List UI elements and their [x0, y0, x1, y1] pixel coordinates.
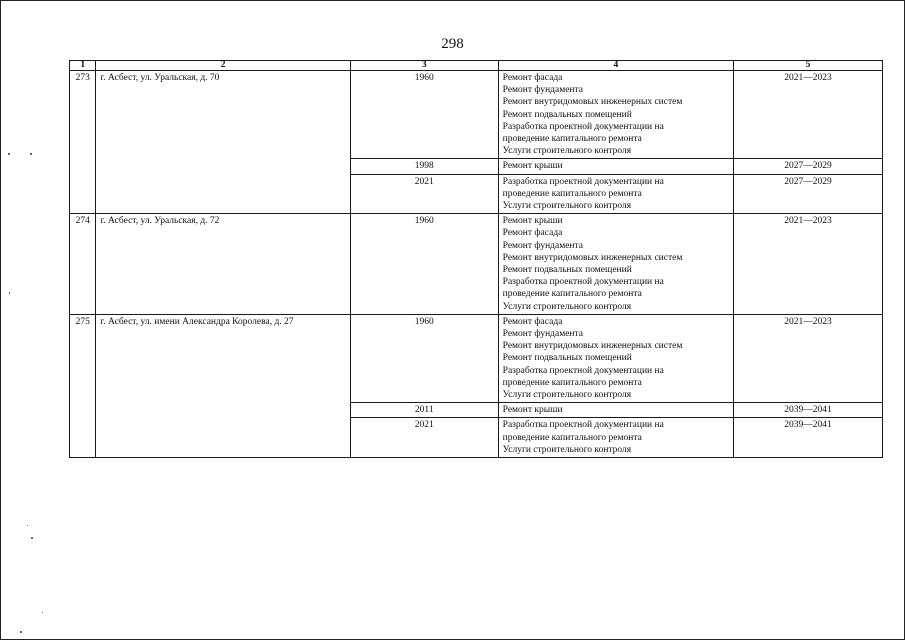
year-cell: 1998 [350, 159, 498, 174]
period-cell: 2021—2023 [734, 71, 883, 159]
work-item: Разработка проектной документации на [502, 420, 664, 431]
page-number: 298 [441, 36, 464, 52]
work-item: проведение капитального ремонта [502, 377, 642, 388]
entry-address: г. Асбест, ул. Уральская, д. 70 [96, 71, 350, 214]
year-cell: 2021 [350, 174, 498, 214]
entry-number: 275 [70, 314, 96, 457]
work-item: Ремонт крыши [502, 161, 563, 172]
work-item: Ремонт крыши [502, 216, 563, 227]
work-item: Ремонт фасада [502, 316, 563, 327]
year-cell: 1960 [350, 71, 498, 159]
work-item: Ремонт подвальных помещений [502, 109, 632, 120]
scan-speck [8, 153, 10, 155]
work-item: Услуги строительного контроля [502, 390, 632, 401]
work-item: Ремонт фасада [502, 73, 563, 83]
work-item: Ремонт фундамента [502, 240, 584, 251]
period-cell: 2039—2041 [734, 418, 883, 458]
period-cell: 2039—2041 [734, 403, 883, 418]
works-cell [498, 418, 733, 458]
work-item: Разработка проектной документации на [502, 365, 664, 376]
period-cell: 2021—2023 [734, 314, 883, 402]
work-item: Ремонт внутридомовых инженерных систем [502, 252, 683, 263]
table-body [70, 71, 883, 458]
column-header: 3 [350, 61, 498, 71]
header-row [70, 61, 883, 71]
table-row [70, 314, 883, 402]
work-item: Услуги строительного контроля [502, 444, 632, 455]
works-cell [498, 314, 733, 402]
work-item: Услуги строительного контроля [502, 201, 632, 212]
period-cell: 2021—2023 [734, 214, 883, 315]
column-header: 2 [96, 61, 350, 71]
entry-address: г. Асбест, ул. Уральская, д. 72 [96, 214, 350, 315]
entry-number: 273 [70, 71, 96, 214]
work-item: Ремонт подвальных помещений [502, 353, 632, 364]
works-cell [498, 71, 733, 159]
year-cell: 2021 [350, 418, 498, 458]
work-item: Ремонт фундамента [502, 85, 584, 96]
work-item: Ремонт подвальных помещений [502, 265, 632, 276]
work-item: Услуги строительного контроля [502, 301, 632, 312]
scan-speck [9, 292, 10, 294]
work-item: проведение капитального ремонта [502, 432, 642, 443]
work-item: Услуги строительного контроля [502, 146, 632, 157]
work-item: проведение капитального ремонта [502, 134, 642, 145]
table-row [70, 71, 883, 159]
work-item: проведение капитального ремонта [502, 289, 642, 300]
work-item: Ремонт фундамента [502, 329, 584, 340]
period-cell: 2027—2029 [734, 174, 883, 214]
scan-speck [27, 525, 28, 526]
work-item: проведение капитального ремонта [502, 188, 642, 199]
work-item: Разработка проектной документации на [502, 277, 664, 288]
year-cell: 1960 [350, 214, 498, 315]
work-item: Разработка проектной документации на [502, 121, 664, 132]
scan-speck [30, 153, 32, 155]
work-item: Ремонт внутридомовых инженерных систем [502, 341, 683, 352]
works-cell [498, 159, 733, 174]
works-cell [498, 403, 733, 418]
capital-repair-table [69, 60, 883, 458]
works-cell [498, 174, 733, 214]
table-row [70, 214, 883, 315]
work-item: Ремонт внутридомовых инженерных систем [502, 97, 683, 108]
period-cell: 2027—2029 [734, 159, 883, 174]
year-cell: 1960 [350, 314, 498, 402]
entry-number: 274 [70, 214, 96, 315]
works-cell [498, 214, 733, 315]
entry-address: г. Асбест, ул. имени Александра Королева, д. 27 [96, 314, 350, 457]
column-header: 5 [734, 61, 883, 71]
column-header: 1 [70, 61, 96, 71]
year-cell: 2011 [350, 403, 498, 418]
scan-speck [42, 612, 43, 613]
column-header: 4 [498, 61, 733, 71]
scan-speck [20, 631, 22, 633]
work-item: Разработка проектной документации на [502, 176, 664, 187]
work-item: Ремонт фасада [502, 228, 563, 239]
work-item: Ремонт крыши [502, 405, 563, 416]
scan-speck [31, 537, 33, 539]
